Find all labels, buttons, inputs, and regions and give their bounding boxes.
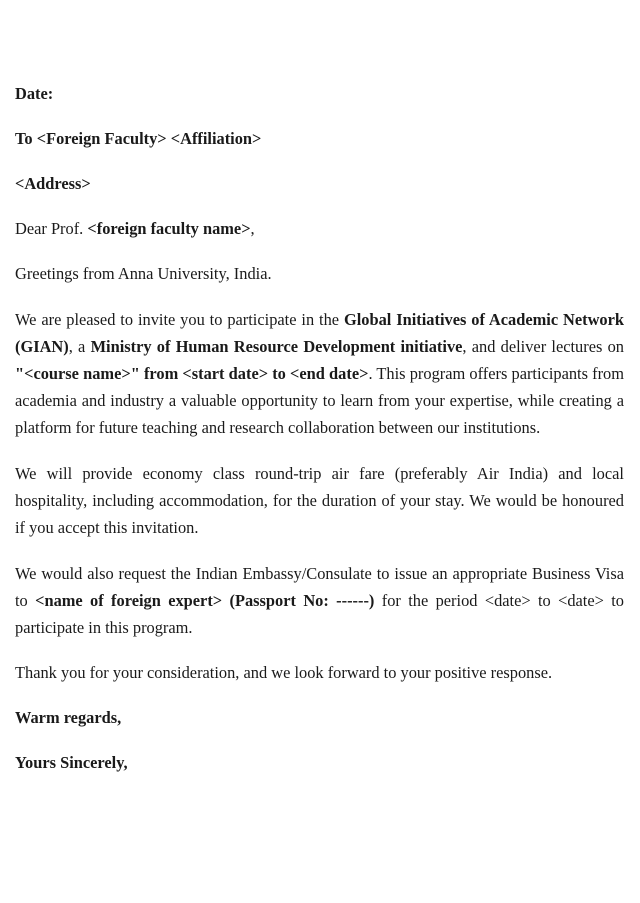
closing-warm-regards: Warm regards,: [15, 708, 122, 727]
greeting-line: Greetings from Anna University, India.: [15, 264, 272, 283]
invitation-paragraph: [15, 306, 624, 441]
thanks-line: Thank you for your consideration, and we look forward to your positive response.: [15, 663, 553, 682]
recipient-line: [15, 126, 624, 152]
invitation-letter: [15, 81, 624, 795]
recipient-address: <Address>: [15, 174, 91, 193]
program-name: Global Initiatives of Academic Network (GIAN): [15, 310, 624, 356]
salutation: [15, 216, 624, 242]
p1-text-1: We are pleased to invite you to participate in the: [15, 310, 344, 329]
hospitality-paragraph: We will provide economy class round-trip air fare (preferably Air India) and local hospitality, including accommodation, for the duration of your stay. We would be honoured if you accept this invitation.: [15, 464, 624, 537]
date-label: Date:: [15, 84, 54, 103]
p1-text-2: , a: [68, 337, 91, 356]
p1-text-3: , and deliver lectures on: [462, 337, 624, 356]
ministry-initiative: Ministry of Human Resource Development initiative: [90, 337, 463, 356]
salutation-prefix: Dear Prof.: [15, 219, 84, 238]
recipient-prefix: To: [15, 129, 33, 148]
expert-passport: <name of foreign expert> (Passport No: ------): [35, 591, 375, 610]
closing-yours-sincerely: Yours Sincerely,: [15, 753, 128, 772]
p3-text-2: for the period <date> to <date> to participate in this program.: [15, 591, 624, 637]
p1-text-4: . This program offers participants from academia and industry a valuable opportunity to learn from your expertise, while creating a platform for future teaching and research collaboration between our institutions.: [15, 364, 624, 437]
course-details: "<course name>" from <start date> to <end date>: [15, 364, 369, 383]
recipient-faculty: <Foreign Faculty>: [36, 129, 167, 148]
p3-text-1: We would also request the Indian Embassy/Consulate to issue an appropriate Business Visa to: [15, 564, 624, 610]
salutation-name: <foreign faculty name>: [87, 219, 251, 238]
recipient-affiliation: <Affiliation>: [170, 129, 262, 148]
visa-paragraph: [15, 560, 624, 641]
salutation-suffix: ,: [250, 219, 255, 238]
